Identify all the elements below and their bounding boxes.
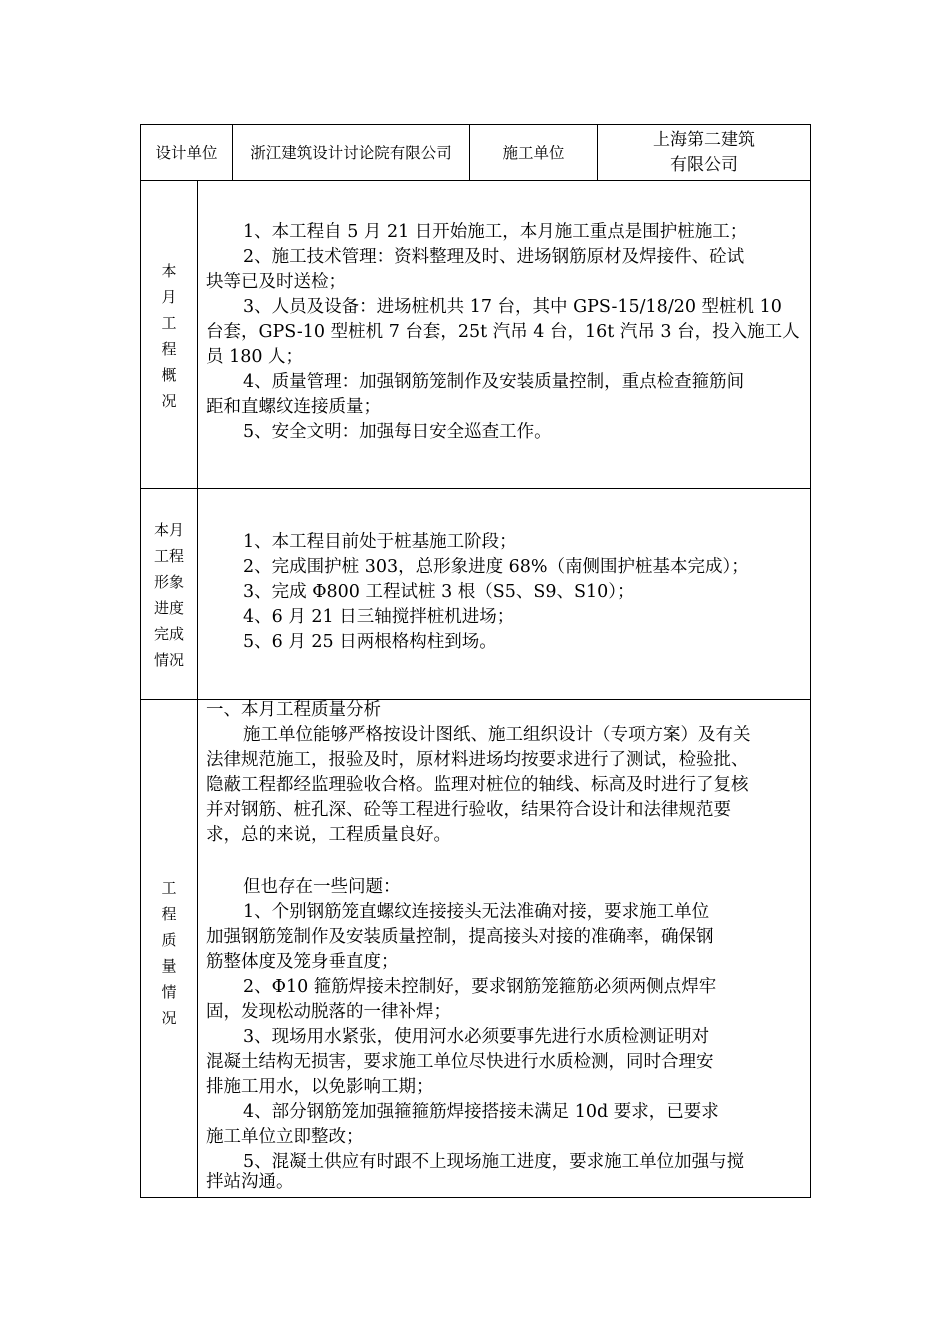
construction-unit-value-line2: 有限公司	[670, 155, 738, 175]
design-unit-value: 浙江建筑设计讨论院有限公司	[250, 144, 452, 162]
progress-label	[141, 517, 197, 673]
quality-line: 施工单位能够严格按设计图纸、施工组织设计（专项方案）及有关	[243, 725, 751, 745]
quality-line: 4、部分钢筋笼加强箍箍筋焊接搭接未满足 10d 要求，已要求	[243, 1102, 719, 1122]
overview-line: 2、施工技术管理：资料整理及时、进场钢筋原材及焊接件、砼试	[243, 247, 745, 267]
overview-line: 1、本工程自 5 月 21 日开始施工，本月施工重点是围护桩施工；	[243, 222, 748, 242]
label-char: 概	[161, 366, 177, 384]
quality-line: 2、Φ10 箍筋焊接未控制好，要求钢筋笼箍筋必须两侧点焊牢	[243, 977, 717, 997]
quality-line: 5、混凝土供应有时跟不上现场施工进度，要求施工单位加强与搅	[243, 1152, 745, 1172]
quality-label	[141, 875, 197, 1031]
overview-line: 块等已及时送检；	[206, 272, 346, 292]
quality-line: 拌站沟通。	[206, 1172, 294, 1192]
label-char: 程	[161, 340, 177, 358]
table-row-divider	[140, 488, 811, 489]
label-char: 工	[161, 314, 177, 332]
label-char: 量	[161, 957, 177, 975]
quality-line: 隐蔽工程都经监理验收合格。监理对桩位的轴线、标高及时进行了复核	[206, 775, 749, 795]
quality-line: 加强钢筋笼制作及安装质量控制，提高接头对接的准确率，确保钢	[206, 927, 714, 947]
overview-line: 台套，GPS-10 型桩机 7 台套，25t 汽吊 4 台，16t 汽吊 3 台，投入施工人	[206, 322, 800, 342]
label-char: 质	[161, 931, 177, 949]
progress-line: 3、完成 Φ800 工程试桩 3 根（S5、S9、S10）；	[243, 582, 635, 602]
quality-line: 法律规范施工，报验及时，原材料进场均按要求进行了测试，检验批、	[206, 750, 749, 770]
quality-line: 1、个别钢筋笼直螺纹连接接头无法准确对接，要求施工单位	[243, 902, 710, 922]
quality-line: 3、现场用水紧张，使用河水必须要事先进行水质检测证明对	[243, 1027, 710, 1047]
overview-line: 员 180 人；	[206, 347, 304, 367]
label-line: 完成	[153, 625, 184, 643]
progress-line: 2、完成围护桩 303，总形象进度 68%（南侧围护桩基本完成）；	[243, 557, 749, 577]
quality-line: 求，总的来说，工程质量良好。	[206, 825, 451, 845]
label-char: 本	[161, 262, 177, 280]
table-border-right	[810, 124, 811, 1198]
label-char: 况	[161, 1009, 177, 1027]
label-line: 进度	[153, 599, 184, 617]
label-line: 形象	[153, 573, 184, 591]
table-border-top	[140, 124, 811, 125]
label-char: 况	[161, 392, 177, 410]
quality-heading: 一、本月工程质量分析	[206, 700, 381, 720]
label-char: 月	[161, 288, 177, 306]
design-unit-label: 设计单位	[155, 144, 218, 162]
table-row-divider	[140, 180, 811, 181]
quality-line: 并对钢筋、桩孔深、砼等工程进行验收，结果符合设计和法律规范要	[206, 800, 731, 820]
progress-line: 4、6 月 21 日三轴搅拌桩机进场；	[243, 607, 515, 627]
quality-line: 但也存在一些问题：	[243, 877, 401, 897]
label-line: 工程	[153, 547, 184, 565]
table-col-divider	[197, 180, 198, 1198]
quality-line: 筋整体度及笼身垂直度；	[206, 952, 399, 972]
label-char: 情	[161, 983, 177, 1001]
quality-line: 固，发现松动脱落的一律补焊；	[206, 1002, 451, 1022]
overview-line: 4、质量管理：加强钢筋笼制作及安装质量控制，重点检查箍筋间	[243, 372, 745, 392]
construction-unit-label: 施工单位	[502, 144, 565, 162]
label-line: 情况	[153, 651, 184, 669]
progress-line: 5、6 月 25 日两根格构柱到场。	[243, 632, 497, 652]
overview-label	[141, 258, 197, 414]
quality-line: 排施工用水，以免影响工期；	[206, 1077, 434, 1097]
quality-line: 施工单位立即整改；	[206, 1127, 364, 1147]
overview-line: 3、人员及设备：进场桩机共 17 台，其中 GPS-15/18/20 型桩机 10	[243, 297, 782, 317]
label-char: 程	[161, 905, 177, 923]
construction-unit-value-line1: 上海第二建筑	[653, 130, 755, 150]
overview-line: 距和直螺纹连接质量；	[206, 397, 381, 417]
label-char: 工	[161, 879, 177, 897]
progress-line: 1、本工程目前处于桩基施工阶段；	[243, 532, 517, 552]
overview-line: 5、安全文明：加强每日安全巡查工作。	[243, 422, 552, 442]
quality-line: 混凝土结构无损害，要求施工单位尽快进行水质检测，同时合理安	[206, 1052, 714, 1072]
table-border-bottom	[140, 1197, 811, 1198]
label-line: 本月	[153, 521, 184, 539]
